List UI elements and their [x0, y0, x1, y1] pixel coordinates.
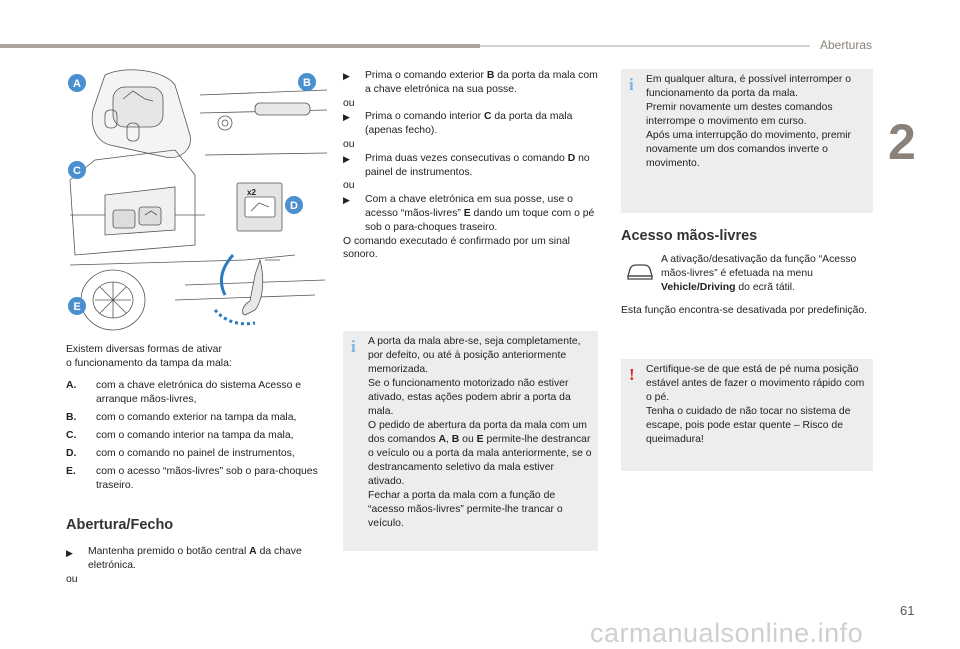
acesso-text: A ativação/desativação da função “Acesso mãos-livres” é efetuada na menu Vehicle/Driving do ecrã tátil. [661, 254, 857, 293]
label-a: A [73, 78, 81, 90]
ou-text: ou [66, 574, 78, 585]
info-note-tailgate [343, 331, 598, 551]
method-list [66, 379, 328, 493]
acesso-heading: Acesso mãos-livres [621, 228, 758, 244]
list-item: B. com o comando exterior na tampa da mala, [66, 412, 297, 423]
info-icon: i [351, 337, 356, 356]
list-item: E. com o acesso “mãos-livres” sob o para-choques traseiro. [66, 466, 318, 491]
list-item: C. com o comando interior na tampa da mala, [66, 430, 294, 441]
step-2: ▶ Prima o comando exterior B da porta da mala com a chave eletrónica na sua posse. [343, 70, 598, 95]
arrow-bullet-icon: ▶ [343, 71, 350, 81]
ou-text: ou [343, 138, 355, 150]
step-1: ▶ Mantenha premido o botão central A da chave eletrónica. [66, 546, 302, 571]
section-title: Aberturas [820, 38, 873, 52]
list-item: A. com a chave eletrónica do sistema Acesso e arranque mãos-livres, [66, 380, 302, 405]
step-4: ▶ Prima duas vezes consecutivas o comando D no painel de instrumentos. [343, 152, 590, 178]
intro-column [66, 343, 328, 497]
arrow-bullet-icon: ▶ [66, 548, 73, 558]
info-note-text: Em qualquer altura, é possível interromper o funcionamento da porta da mala. Premir novamente um destes comandos interrompe o movimento em curso. Após uma interrupção do movimento, premir novamente um dos comandos inverte o movimento. [646, 74, 852, 169]
tailgate-illustration [65, 65, 330, 333]
step-5: ▶ Com a chave eletrónica em sua posse, use o acesso “mãos-livres” E dando um toque com o pé sob o para-choques traseiro. [343, 194, 595, 233]
label-d: D [290, 200, 298, 212]
header-bar-thin [480, 45, 810, 47]
chapter-number: 2 [888, 114, 916, 170]
double-press-badge: x2 [247, 188, 256, 197]
warning-note [621, 359, 873, 471]
ou-text: ou [343, 180, 355, 192]
label-c: C [73, 165, 81, 177]
warning-icon: ! [629, 365, 635, 384]
header-bar [0, 44, 480, 48]
default-state-text: Esta função encontra-se desativada por predefinição. [621, 305, 868, 316]
arrow-bullet-icon: ▶ [343, 153, 350, 164]
arrow-bullet-icon: ▶ [343, 195, 350, 206]
list-item: D. com o comando no painel de instrumentos, [66, 448, 295, 459]
warning-text: Certifique-se de que está de pé numa posição estável antes de fazer o movimento rápido com o pé. Tenha o cuidado de não tocar no sistema de escape, pois pode estar quente – Risco de queimadura! [646, 364, 865, 445]
label-b: B [303, 77, 311, 89]
info-icon: i [629, 75, 634, 94]
intro-text: Existem diversas formas de ativar o funcionamento da tampa da mala: [66, 344, 232, 369]
ou-text: ou [343, 97, 355, 109]
abertura-steps [66, 545, 328, 587]
info-note-interrupt [621, 69, 873, 213]
label-e: E [73, 301, 81, 313]
arrow-bullet-icon: ▶ [343, 112, 350, 123]
watermark: carmanualsonline.info [590, 618, 864, 648]
abertura-heading: Abertura/Fecho [66, 517, 174, 533]
step-3: ▶ Prima o comando interior C da porta da mala (apenas fecho). [343, 111, 573, 137]
car-settings-icon [625, 260, 655, 282]
steps-column [343, 69, 598, 262]
page-number: 61 [900, 603, 915, 618]
info-note-text: A porta da mala abre-se, seja completamente, por defeito, ou até à posição anteriormente memorizada. Se o funcionamento motorizado não estiver ativado, estas ações podem abrir a porta da mala. O pedido de abertura da porta da mala com um dos comandos A, B ou E permite-lhe destrancar o veículo ou a porta da mala anteriormente, se o destrancamento seletivo da mala estiver ativado. Fechar a porta da mala com a função de “acesso mãos-livres” permite-lhe trancar o veículo. [368, 336, 592, 529]
confirmation-text: O comando executado é confirmado por um sinal sonoro. [343, 235, 570, 261]
